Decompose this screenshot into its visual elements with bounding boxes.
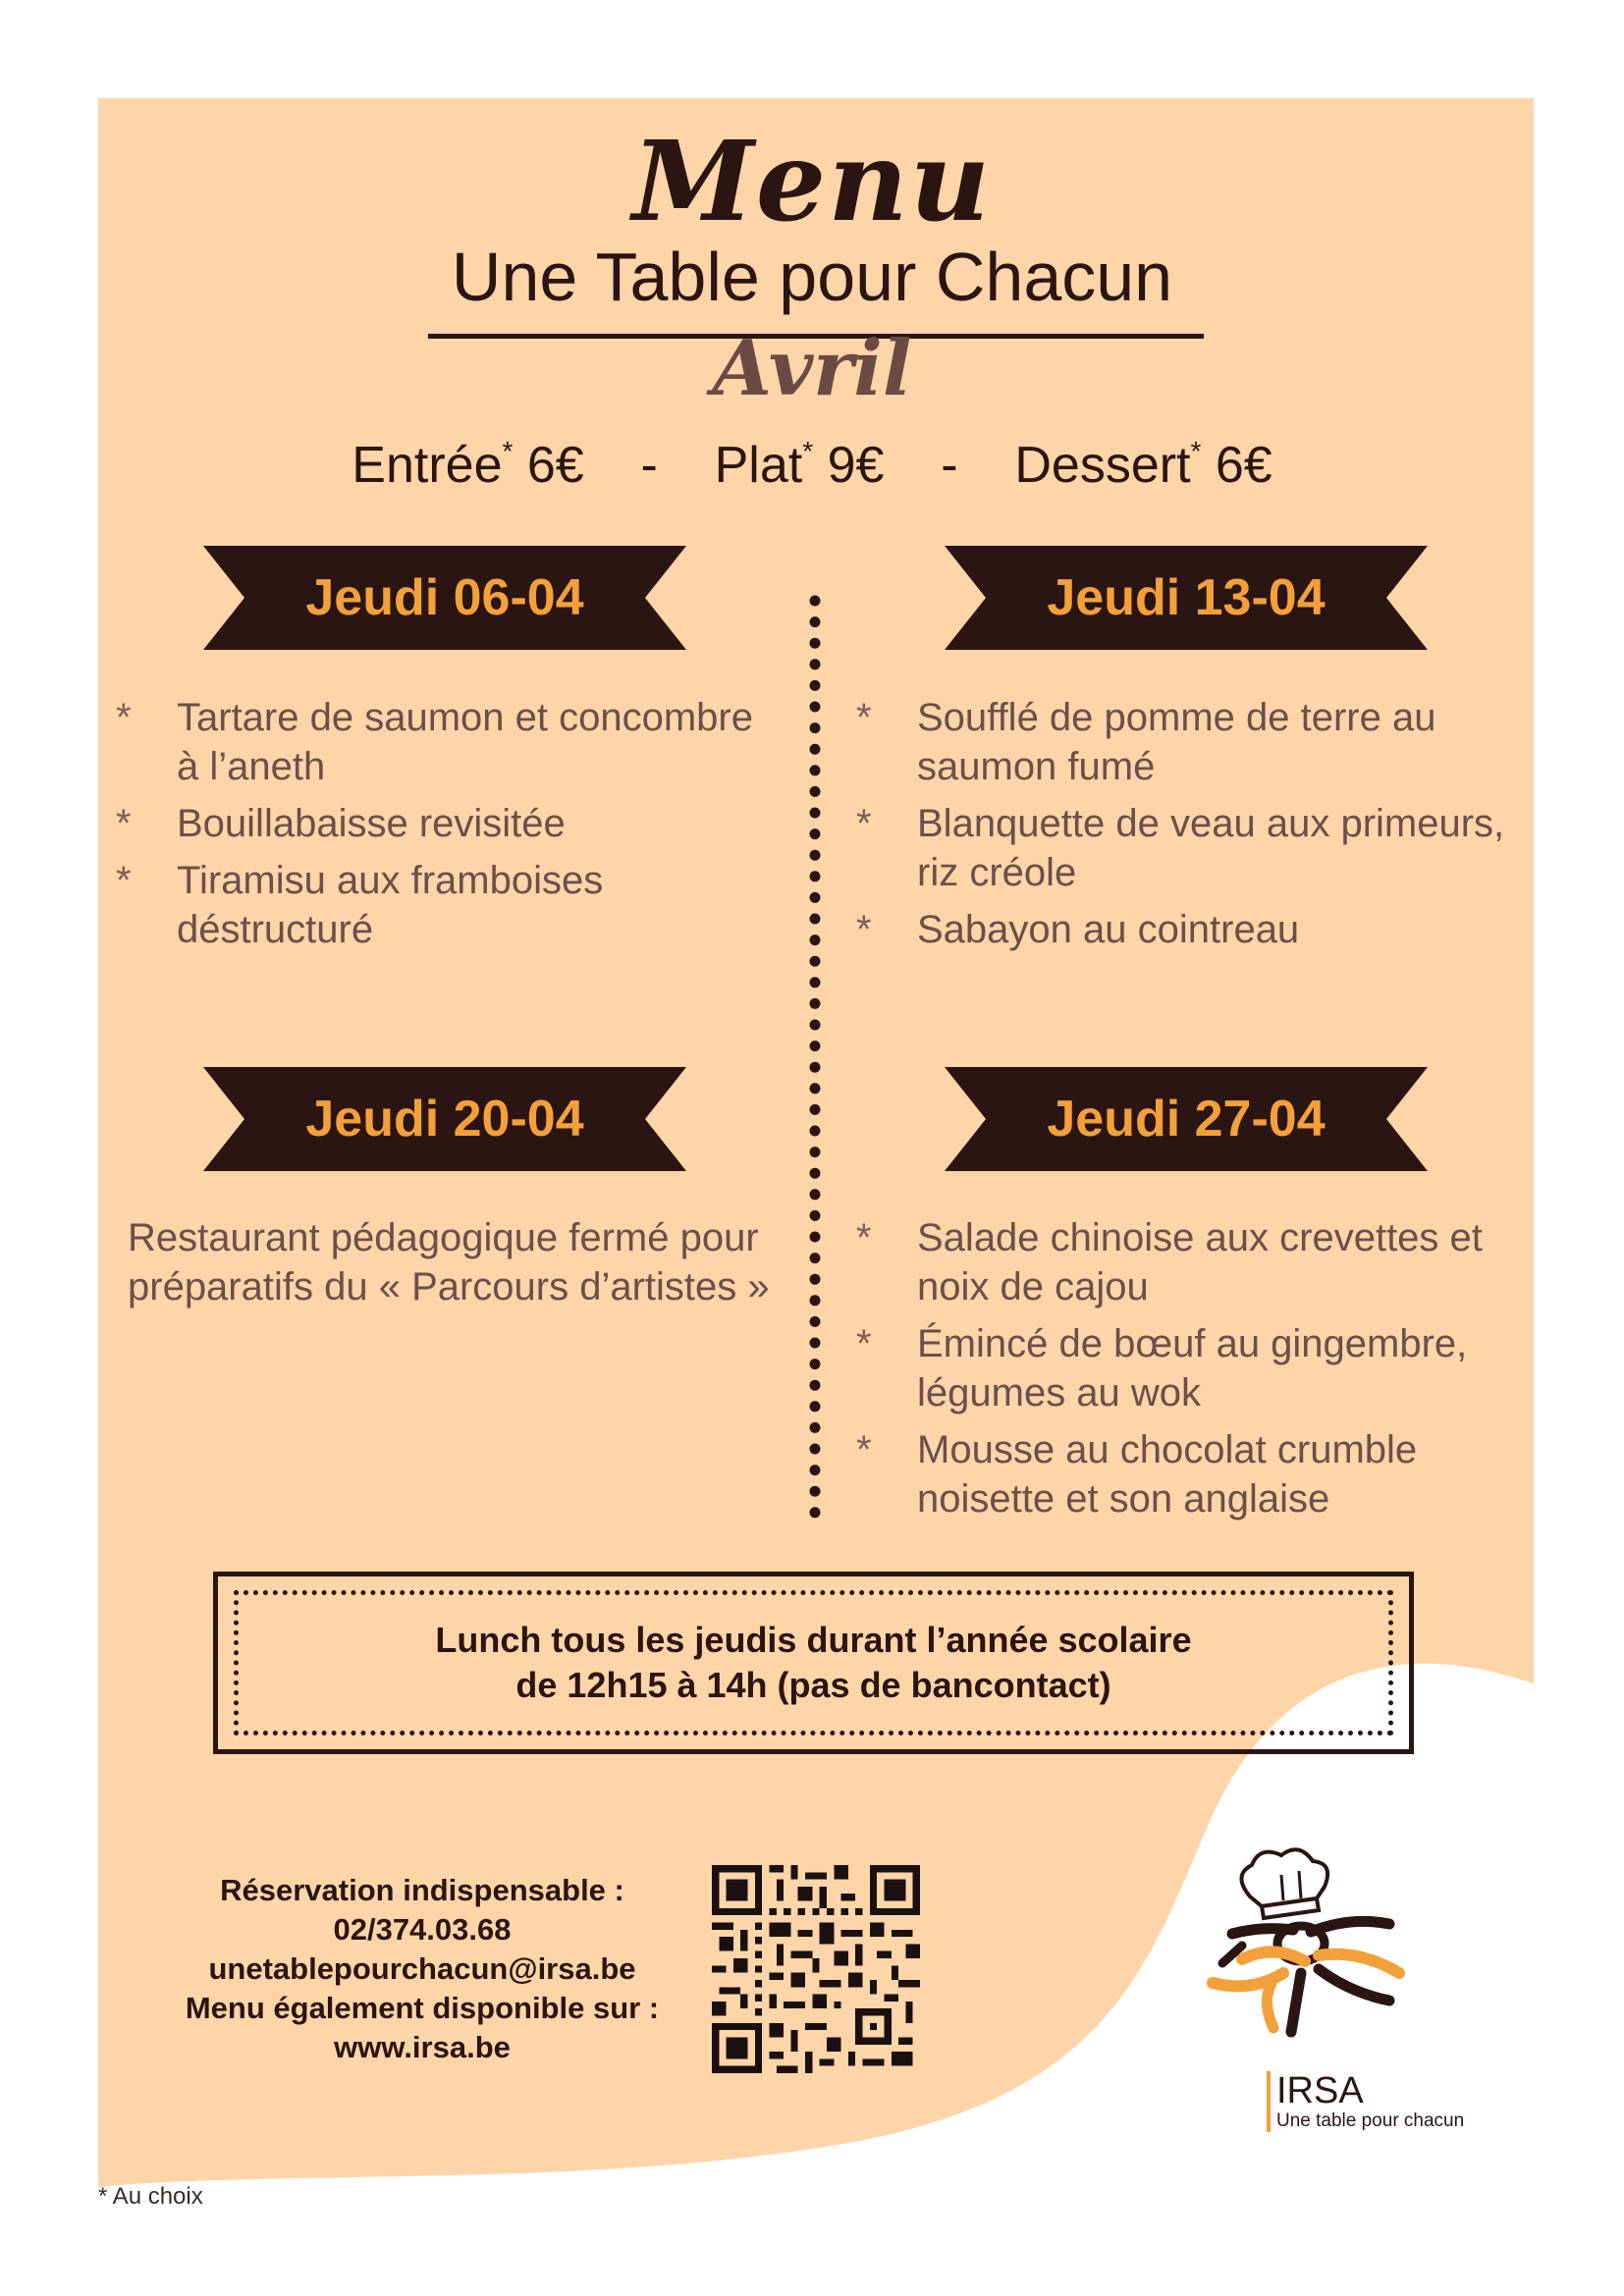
dessert-price: 6€ — [1215, 437, 1272, 494]
bullet-star: * — [116, 802, 132, 845]
menu-item: * Tiramisu aux framboises déstructuré — [116, 856, 784, 954]
lunch-line-1: Lunch tous les jeudis durant l’année scolaire — [435, 1620, 1192, 1660]
entree-price: 6€ — [526, 437, 584, 494]
bullet-star: * — [856, 1322, 872, 1365]
menu-item: * Tartare de saumon et concombre à l’aneth — [116, 693, 784, 791]
bullet-star: * — [116, 696, 132, 739]
dotted-divider — [809, 595, 821, 1520]
bullet-star: * — [116, 859, 132, 902]
plat-asterisk: * — [802, 436, 814, 466]
price-separator: - — [941, 437, 958, 494]
website-link[interactable]: www.irsa.be — [334, 2030, 511, 2064]
brand-tagline: Une table pour chacun — [1276, 2110, 1465, 2131]
day-label: Jeudi 06-04 — [305, 569, 584, 626]
bullet-star: * — [856, 1216, 872, 1259]
menu-item: * Bouillabaisse revisitée — [116, 799, 784, 848]
day-label: Jeudi 27-04 — [1047, 1091, 1326, 1148]
menu-list — [116, 693, 784, 962]
bullet-star: * — [856, 908, 872, 951]
footnote: * Au choix — [98, 2183, 203, 2210]
email-link[interactable]: unetablepourchacun@irsa.be — [208, 1951, 636, 1986]
day-label: Jeudi 20-04 — [305, 1091, 584, 1148]
menu-item: * Mousse au chocolat crumble noisette et son anglaise — [856, 1425, 1534, 1523]
reservation-label: Réservation indispensable : — [220, 1873, 624, 1907]
chef-logo-icon — [1203, 1836, 1419, 2052]
price-separator: - — [640, 437, 658, 494]
availability-label: Menu également disponible sur : — [185, 1991, 660, 2025]
menu-month: Avril — [712, 324, 912, 413]
lunch-line-2: de 12h15 à 14h (pas de bancontact) — [515, 1665, 1111, 1705]
contact-info — [167, 1871, 677, 2067]
closed-note: Restaurant pédagogique fermé pour préparatifs du « Parcours d’artistes » — [128, 1216, 770, 1308]
menu-item: * Sabayon au cointreau — [856, 905, 1534, 954]
menu-item: * Émincé de bœuf au gingembre, légumes au wok — [856, 1319, 1534, 1417]
menu-item: * Soufflé de pomme de terre au saumon fumé — [856, 693, 1534, 791]
bullet-star: * — [856, 802, 872, 845]
day-label: Jeudi 13-04 — [1047, 569, 1326, 626]
dessert-asterisk: * — [1190, 436, 1202, 466]
dessert-label: Dessert — [1014, 437, 1191, 494]
lunch-info-box — [213, 1572, 1414, 1754]
brand-name: IRSA — [1276, 2070, 1364, 2111]
bullet-star: * — [856, 1428, 872, 1471]
menu-list — [856, 693, 1534, 962]
day-ribbon — [203, 1067, 686, 1171]
menu-item: * Blanquette de veau aux primeurs, riz créole — [856, 799, 1534, 897]
bullet-star: * — [856, 696, 872, 739]
day-ribbon — [945, 546, 1428, 650]
entree-label: Entrée — [352, 437, 503, 494]
menu-item: * Salade chinoise aux crevettes et noix de cajou — [856, 1213, 1534, 1311]
menu-subtitle: Une Table pour Chacun — [451, 239, 1173, 315]
day-ribbon — [203, 546, 686, 650]
price-line — [0, 436, 1624, 495]
menu-list — [856, 1213, 1534, 1531]
menu-title: Menu — [631, 118, 993, 246]
qr-code-icon[interactable] — [712, 1865, 920, 2073]
irsa-brand — [1267, 2071, 1464, 2132]
entree-asterisk: * — [502, 436, 514, 466]
day-ribbon — [945, 1067, 1428, 1171]
plat-label: Plat — [714, 437, 803, 494]
phone-number: 02/374.03.68 — [333, 1912, 512, 1947]
plat-price: 9€ — [827, 437, 885, 494]
